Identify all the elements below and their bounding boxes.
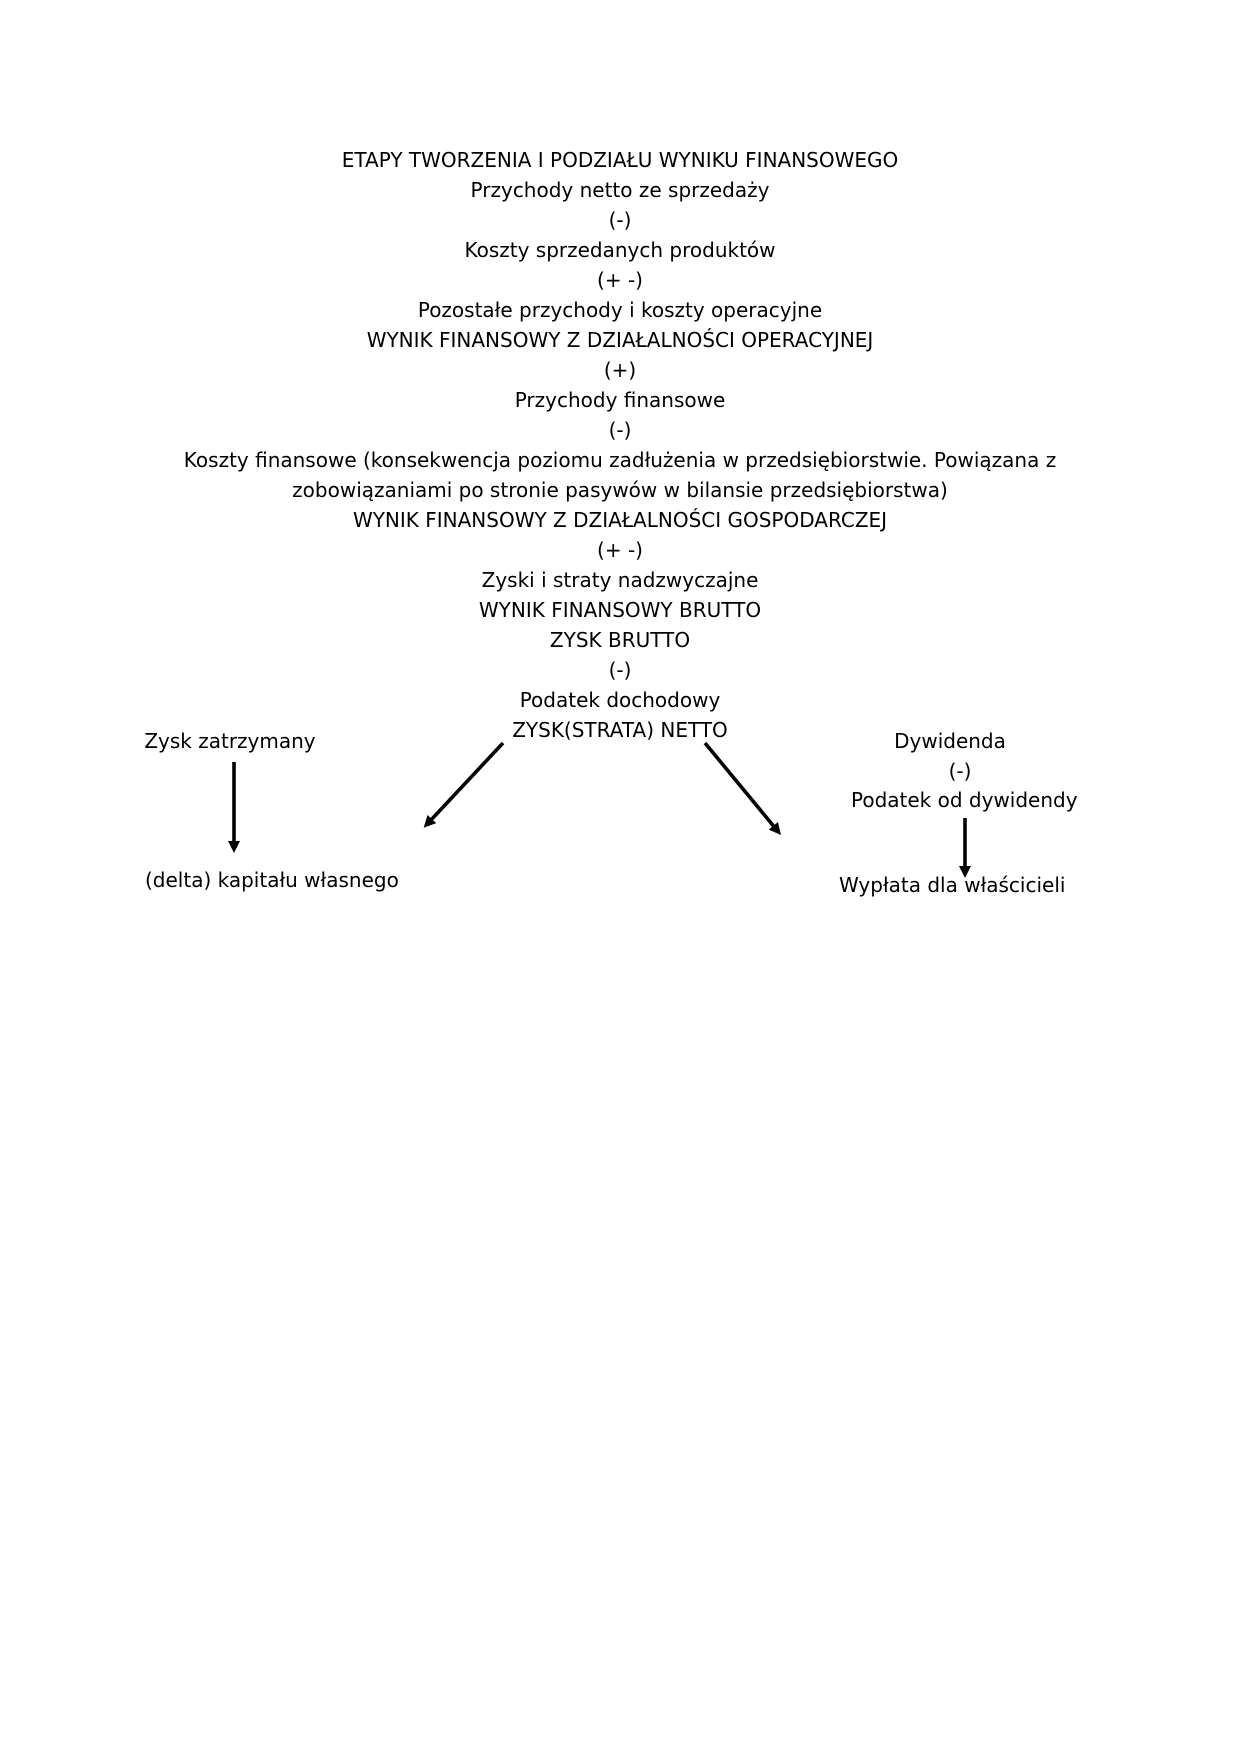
flow-operator-minus-2: (-) xyxy=(608,418,632,442)
flow-operator-minus-3: (-) xyxy=(608,658,632,682)
flow-line-income-tax: Podatek dochodowy xyxy=(519,688,721,712)
flow-line-financial-revenues: Przychody finansowe xyxy=(514,388,726,412)
flow-line-gross-profit: ZYSK BRUTTO xyxy=(549,628,691,652)
flow-operator-minus-1: (-) xyxy=(608,208,632,232)
arrow-net-profit-to-left xyxy=(431,743,504,821)
flow-operator-plus: (+) xyxy=(603,358,637,382)
flow-line-extraordinary: Zyski i straty nadzwyczajne xyxy=(481,568,759,592)
label-retained-profit: Zysk zatrzymany xyxy=(144,729,316,753)
arrow-net-profit-to-right xyxy=(705,743,775,827)
flow-line-gross-result: WYNIK FINANSOWY BRUTTO xyxy=(478,598,762,622)
flow-operator-plusminus-2: (+ -) xyxy=(597,538,643,562)
label-dividend: Dywidenda xyxy=(894,729,1006,753)
page-title: ETAPY TWORZENIA I PODZIAŁU WYNIKU FINANSOWEGO xyxy=(341,148,899,172)
flow-operator-plusminus-1: (+ -) xyxy=(597,268,643,292)
label-dividend-minus-operator: (-) xyxy=(948,759,972,783)
flow-line-revenues-net: Przychody netto ze sprzedaży xyxy=(470,178,770,202)
label-equity-change: (delta) kapitału własnego xyxy=(145,868,399,892)
label-payout-to-owners: Wypłata dla właścicieli xyxy=(839,873,1066,897)
label-dividend-tax: Podatek od dywidendy xyxy=(851,788,1078,812)
flow-line-financial-costs-1: Koszty finansowe (konsekwencja poziomu zadłużenia w przedsiębiorstwie. Powiązana z xyxy=(183,448,1057,472)
flow-line-other-operating: Pozostałe przychody i koszty operacyjne xyxy=(417,298,823,322)
flow-line-net-profit: ZYSK(STRATA) NETTO xyxy=(512,718,728,742)
flow-line-business-result: WYNIK FINANSOWY Z DZIAŁALNOŚCI GOSPODARCZEJ xyxy=(352,508,888,532)
financial-result-flow xyxy=(0,145,1240,745)
flow-line-costs-of-products: Koszty sprzedanych produktów xyxy=(464,238,776,262)
flow-line-operating-result: WYNIK FINANSOWY Z DZIAŁALNOŚCI OPERACYJNEJ xyxy=(366,328,874,352)
flow-line-financial-costs-2: zobowiązaniami po stronie pasywów w bilansie przedsiębiorstwa) xyxy=(292,478,948,502)
